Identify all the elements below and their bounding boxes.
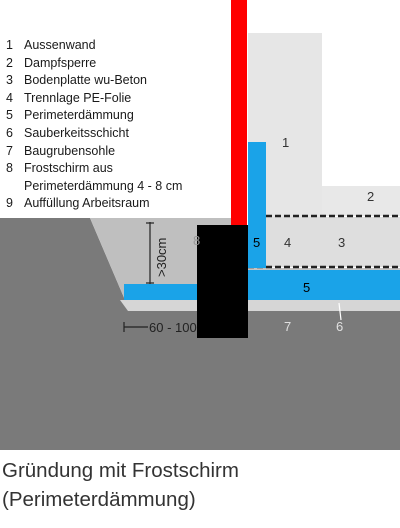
legend-text: Dampfsperre <box>24 55 97 70</box>
legend-num: 8 <box>6 161 13 176</box>
legend <box>6 37 206 213</box>
legend-text: Trennlage PE-Folie <box>24 90 132 105</box>
legend-text: Baugrubensohle <box>24 143 116 158</box>
legend-item <box>6 143 206 161</box>
legend-text: Perimeterdämmung <box>24 108 134 123</box>
caption-line-1: Gründung mit Frostschirm <box>2 459 239 482</box>
legend-text: Auffüllung Arbeitsraum <box>24 196 150 211</box>
legend-item <box>6 72 206 90</box>
caption-line-2: (Perimeterdämmung) <box>2 488 196 511</box>
legend-text: Aussenwand <box>24 38 96 52</box>
legend-text: Bodenplatte wu-Beton <box>24 73 148 88</box>
legend-text: Sauberkeitsschicht <box>24 125 129 140</box>
legend-item <box>6 160 206 178</box>
legend-item <box>6 195 206 213</box>
label-excavation-bottom: 7 <box>284 319 292 334</box>
insulation-horizontal <box>248 270 400 300</box>
legend-item <box>6 37 206 55</box>
vapor-barrier-zone <box>322 186 400 216</box>
legend-text: Frostschirm aus <box>24 161 113 176</box>
width-dimension-label: 60 - 100 <box>149 320 197 335</box>
label-wall: 1 <box>282 135 290 150</box>
cleanliness-layer <box>120 300 400 311</box>
legend-num: 4 <box>6 90 13 105</box>
legend-num: 1 <box>6 38 13 52</box>
label-insulation-vertical: 5 <box>253 235 261 250</box>
floor-slab <box>248 217 400 267</box>
figure-caption <box>2 456 398 514</box>
label-insulation-horizontal: 5 <box>303 280 311 295</box>
label-frost-shield: 8 <box>193 233 201 248</box>
label-vapor-barrier: 2 <box>367 189 375 204</box>
legend-item <box>6 125 206 143</box>
legend-item <box>6 90 206 108</box>
legend-num: 5 <box>6 108 13 123</box>
legend-num: 6 <box>6 125 13 140</box>
legend-num: 2 <box>6 55 13 70</box>
legend-continuation: Perimeterdämmung 4 - 8 cm <box>24 178 183 193</box>
legend-item <box>6 55 206 73</box>
label-cleanliness-layer: 6 <box>336 319 344 334</box>
label-pe-foil: 4 <box>284 235 292 250</box>
foundation-footing-overlay <box>197 300 248 338</box>
depth-dimension-label: >30cm <box>154 237 169 277</box>
label-floor-slab: 3 <box>338 235 346 250</box>
legend-num: 9 <box>6 196 13 211</box>
legend-num: 7 <box>6 143 13 158</box>
damp-barrier <box>231 0 247 226</box>
legend-num: 3 <box>6 73 13 88</box>
legend-item <box>6 107 206 125</box>
